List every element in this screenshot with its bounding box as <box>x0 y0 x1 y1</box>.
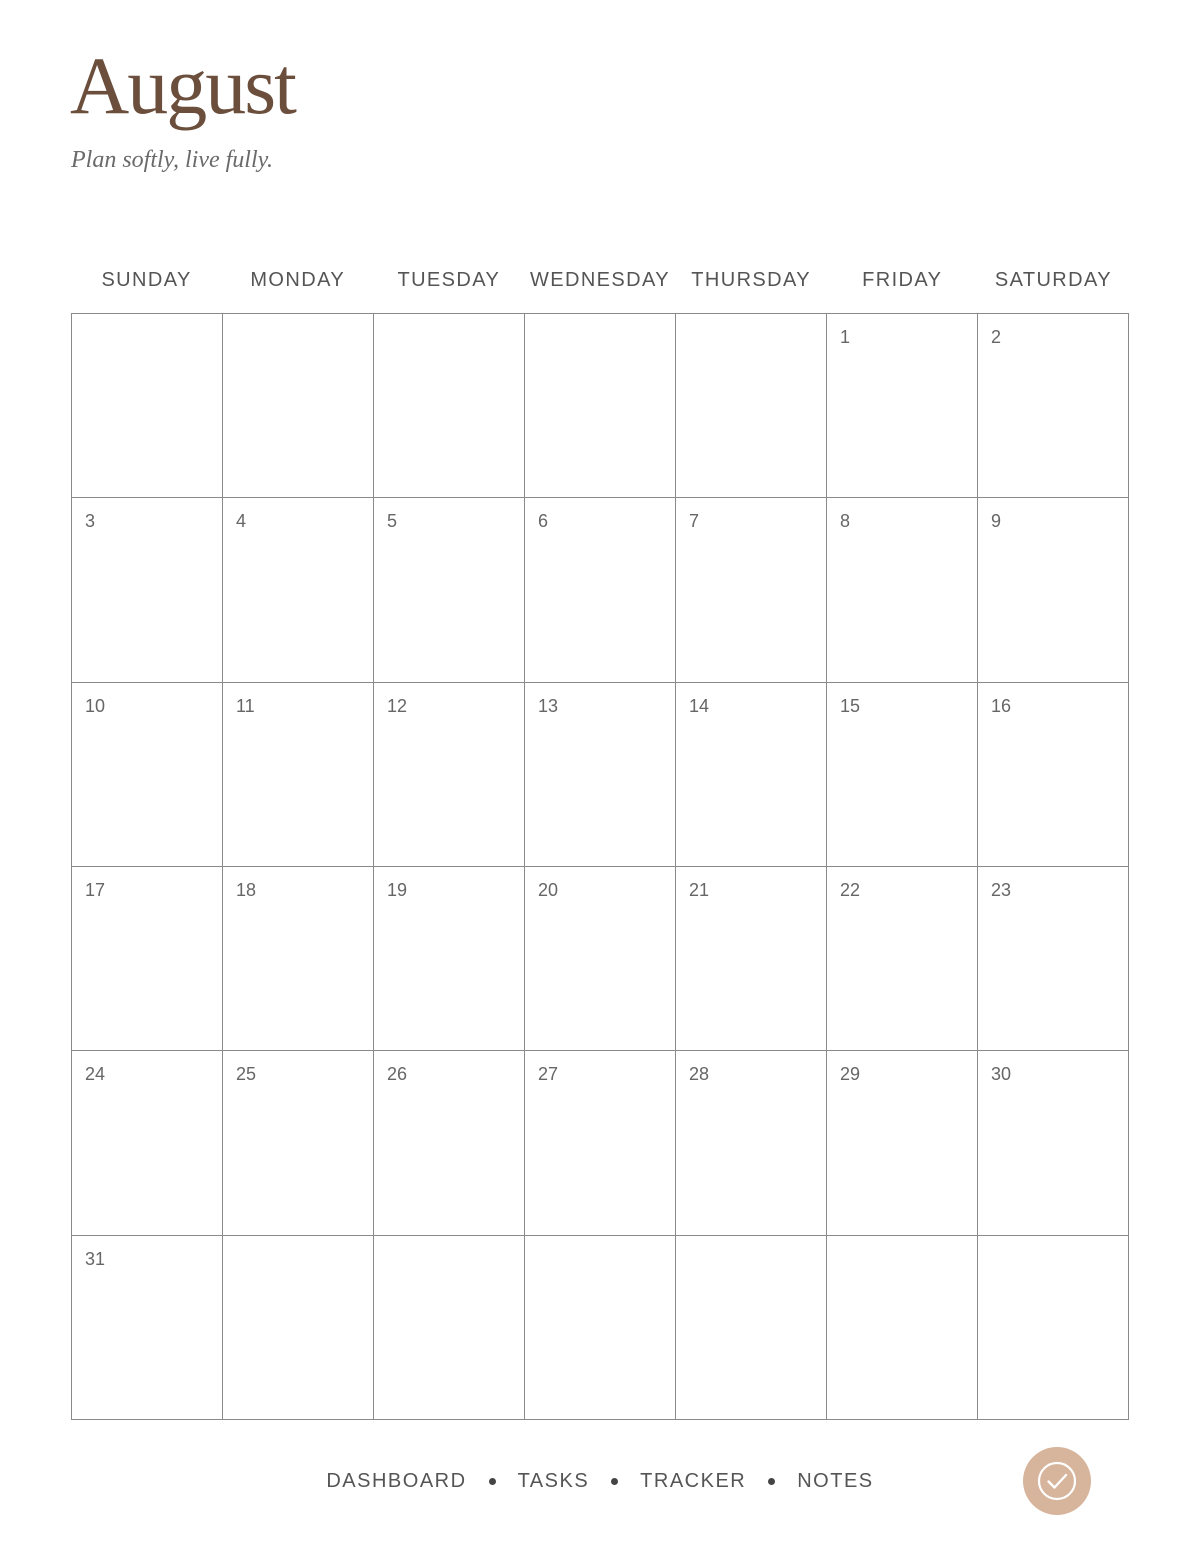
nav-separator-dot <box>489 1478 496 1485</box>
day-cell-16[interactable] <box>978 683 1129 867</box>
day-cell-13[interactable] <box>525 683 676 867</box>
day-cell-10[interactable] <box>72 683 223 867</box>
day-cell-19[interactable] <box>374 867 525 1051</box>
day-cell-empty[interactable] <box>676 1236 827 1420</box>
day-number: 29 <box>840 1064 861 1085</box>
day-cell-empty[interactable] <box>374 1236 525 1420</box>
day-cell-1[interactable] <box>827 314 978 498</box>
day-cell-5[interactable] <box>374 498 525 682</box>
weekday-sunday: SUNDAY <box>101 269 192 291</box>
day-number: 5 <box>387 511 398 532</box>
weekday-header <box>71 266 1129 294</box>
day-cell-empty[interactable] <box>676 314 827 498</box>
day-number: 18 <box>236 879 257 900</box>
day-cell-23[interactable] <box>978 867 1129 1051</box>
day-cell-8[interactable] <box>827 498 978 682</box>
day-cell-6[interactable] <box>525 498 676 682</box>
day-number: 23 <box>991 879 1012 900</box>
nav-separator-dot <box>611 1478 618 1485</box>
day-number: 1 <box>840 327 851 347</box>
day-cell-14[interactable] <box>676 683 827 867</box>
day-cell-4[interactable] <box>223 498 374 682</box>
day-number: 27 <box>538 1064 559 1085</box>
day-number: 20 <box>538 879 559 900</box>
weekday-thursday: THURSDAY <box>691 269 811 291</box>
day-number: 6 <box>538 511 549 532</box>
weekday-monday: MONDAY <box>250 269 346 291</box>
day-cell-27[interactable] <box>525 1051 676 1235</box>
nav-link-tasks[interactable]: TASKS <box>517 1470 590 1492</box>
day-number: 2 <box>991 327 1002 347</box>
day-cell-18[interactable] <box>223 867 374 1051</box>
day-number: 14 <box>689 695 710 716</box>
day-number: 19 <box>387 879 408 900</box>
footer-nav <box>0 1466 1200 1496</box>
day-cell-empty[interactable] <box>72 314 223 498</box>
day-number: 9 <box>991 511 1002 532</box>
day-cell-12[interactable] <box>374 683 525 867</box>
day-cell-21[interactable] <box>676 867 827 1051</box>
weekday-friday: FRIDAY <box>862 269 943 291</box>
day-number: 16 <box>991 695 1012 716</box>
weekday-tuesday: TUESDAY <box>397 269 501 291</box>
day-cell-24[interactable] <box>72 1051 223 1235</box>
day-number: 8 <box>840 511 851 532</box>
day-cell-28[interactable] <box>676 1051 827 1235</box>
day-number: 15 <box>840 695 861 716</box>
day-cell-26[interactable] <box>374 1051 525 1235</box>
day-number: 28 <box>689 1064 710 1085</box>
day-cell-17[interactable] <box>72 867 223 1051</box>
day-number: 10 <box>85 695 106 716</box>
nav-separator-dot <box>768 1478 775 1485</box>
day-cell-empty[interactable] <box>978 1236 1129 1420</box>
nav-link-dashboard[interactable]: DASHBOARD <box>326 1470 467 1492</box>
day-cell-empty[interactable] <box>525 314 676 498</box>
day-cell-9[interactable] <box>978 498 1129 682</box>
page-subtitle: Plan softly, live fully. <box>71 147 273 173</box>
day-number: 31 <box>85 1248 106 1269</box>
day-number: 22 <box>840 879 861 900</box>
day-number: 12 <box>387 695 408 716</box>
done-button[interactable] <box>1023 1447 1091 1515</box>
day-cell-15[interactable] <box>827 683 978 867</box>
day-number: 25 <box>236 1064 257 1085</box>
day-number: 3 <box>85 511 96 532</box>
day-cell-3[interactable] <box>72 498 223 682</box>
day-cell-20[interactable] <box>525 867 676 1051</box>
day-number: 26 <box>387 1064 408 1085</box>
day-cell-11[interactable] <box>223 683 374 867</box>
day-number: 30 <box>991 1064 1012 1085</box>
day-cell-empty[interactable] <box>223 1236 374 1420</box>
day-cell-29[interactable] <box>827 1051 978 1235</box>
day-cell-empty[interactable] <box>525 1236 676 1420</box>
day-cell-22[interactable] <box>827 867 978 1051</box>
day-cell-empty[interactable] <box>827 1236 978 1420</box>
day-cell-empty[interactable] <box>223 314 374 498</box>
day-cell-25[interactable] <box>223 1051 374 1235</box>
day-number: 11 <box>236 695 255 716</box>
weekday-saturday: SATURDAY <box>994 269 1112 291</box>
nav-link-notes[interactable]: NOTES <box>797 1470 874 1492</box>
day-cell-2[interactable] <box>978 314 1129 498</box>
day-number: 13 <box>538 695 559 716</box>
day-cell-empty[interactable] <box>374 314 525 498</box>
day-cell-30[interactable] <box>978 1051 1129 1235</box>
day-number: 4 <box>236 511 247 532</box>
page-title: August <box>70 40 295 131</box>
day-cell-31[interactable] <box>72 1236 223 1420</box>
day-cell-7[interactable] <box>676 498 827 682</box>
day-number: 17 <box>85 879 106 900</box>
day-number: 21 <box>689 879 710 900</box>
check-circle-icon <box>1035 1459 1079 1503</box>
day-number: 24 <box>85 1064 106 1085</box>
day-number: 7 <box>689 511 700 532</box>
weekday-wednesday: WEDNESDAY <box>529 269 670 291</box>
calendar-grid <box>71 313 1129 1420</box>
nav-link-tracker[interactable]: TRACKER <box>640 1470 747 1492</box>
